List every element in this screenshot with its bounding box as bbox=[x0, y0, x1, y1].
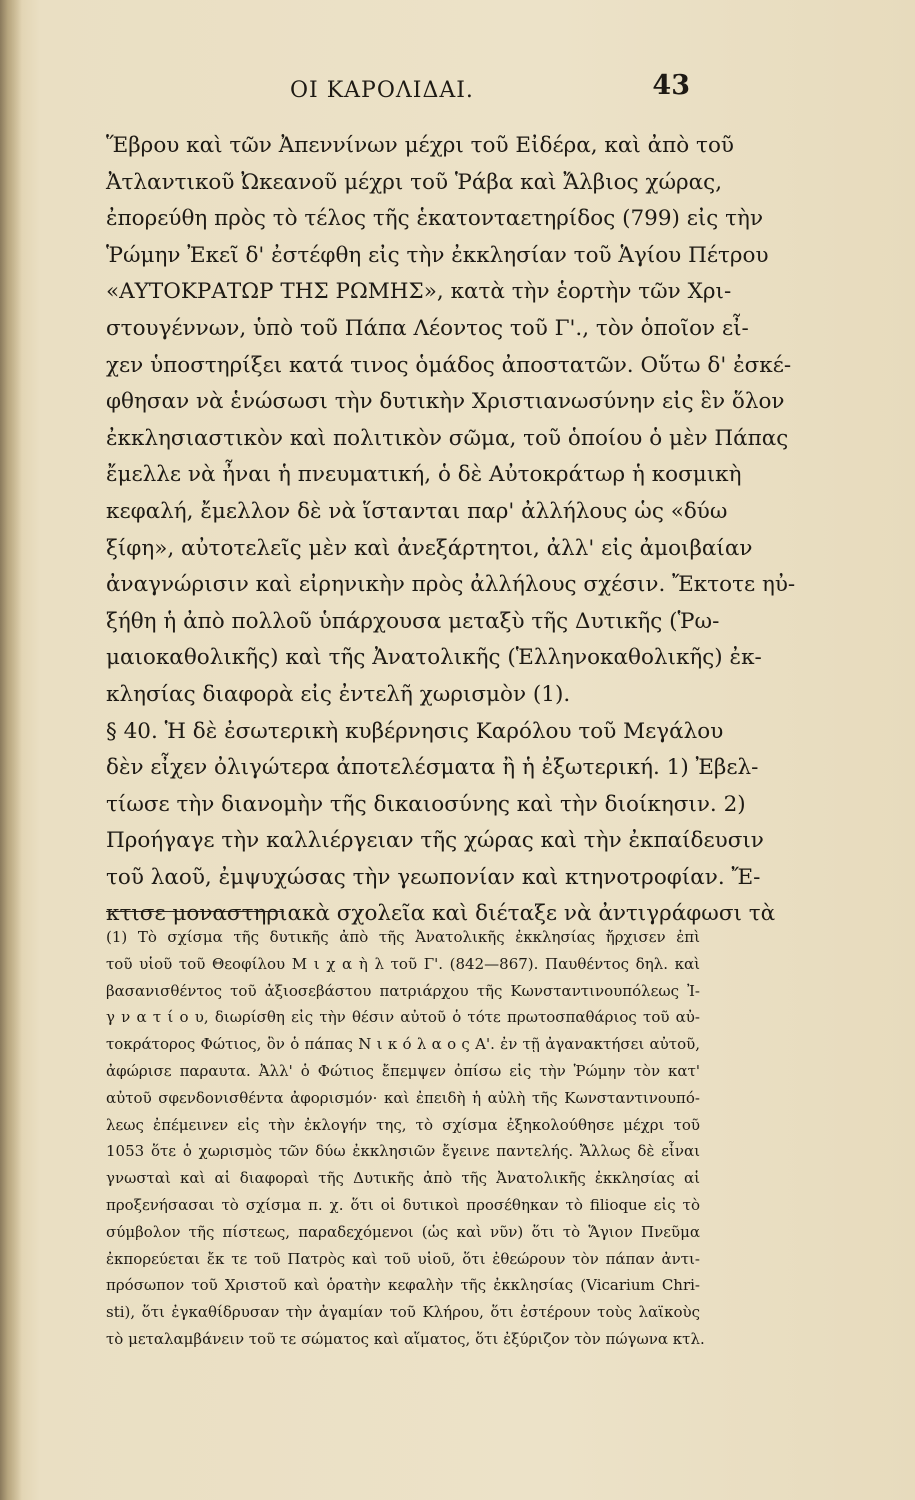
body-text bbox=[106, 128, 796, 933]
text-line: Ῥώμην Ἐκεῖ δ' ἐστέφθη εἰς τὴν ἐκκλησίαν τοῦ Ἁγίου Πέτρου bbox=[106, 242, 769, 268]
text-line: Ἕβρου καὶ τῶν Ἀπεννίνων μέχρι τοῦ Εἰδέρα, καὶ ἀπὸ τοῦ bbox=[106, 133, 734, 158]
text-line: τίωσε τὴν διανομὴν τῆς δικαιοσύνης καὶ τὴν διοίκησιν. 2) bbox=[106, 791, 746, 817]
running-title: ΟΙ ΚΑΡΟΛΙΔΑΙ. bbox=[290, 78, 474, 103]
text-line: ξίφη», αὐτοτελεῖς μὲν καὶ ἀνεξάρτητοι, ἀλλ' εἰς ἀμοιβαίαν bbox=[106, 535, 753, 561]
footnote-line: βασανισθέντος τοῦ ἀξιοσεβάστου πατριάρχου τῆς Κωνσταντινουπόλεως Ἰ- bbox=[106, 981, 700, 1000]
footnote-line: πρόσωπον τοῦ Χριστοῦ καὶ ὁρατὴν κεφαλὴν τῆς ἐκκλησίας (Vicarium Chri- bbox=[106, 1276, 700, 1295]
footnote-line: ἀφώρισε παραυτα. Ἀλλ' ὁ Φώτιος ἔπεμψεν ὀπίσω εἰς τὴν Ῥώμην τὸν κατ' bbox=[106, 1061, 700, 1080]
text-line: ἐπορεύθη πρὸς τὸ τέλος τῆς ἑκατονταετηρίδος (799) εἰς τὴν bbox=[106, 206, 764, 232]
text-line: τοῦ λαοῦ, ἐμψυχώσας τὴν γεωπονίαν καὶ κτηνοτροφίαν. Ἔ- bbox=[106, 864, 761, 890]
footnote-line: 1053 ὅτε ὁ χωρισμὸς τῶν δύω ἐκκλησιῶν ἔγεινε παντελής. Ἄλλως δὲ εἶναι bbox=[106, 1142, 700, 1161]
footnote-line: προξενήσασαι τὸ σχίσμα π. χ. ὅτι οἱ δυτικοὶ προσέθηκαν τὸ filioque εἰς τὸ bbox=[106, 1195, 700, 1214]
text-line: κεφαλή, ἔμελλον δὲ νὰ ἵστανται παρ' ἀλλήλους ὡς «δύω bbox=[106, 498, 728, 524]
footnote-line: αὐτοῦ σφενδονισθέντα ἀφορισμόν· καὶ ἐπειδὴ ἡ αὐλὴ τῆς Κωνσταντινουπό- bbox=[106, 1088, 700, 1107]
text-line: ξήθη ἡ ἀπὸ πολλοῦ ὑπάρχουσα μεταξὺ τῆς Δυτικῆς (Ῥω- bbox=[106, 608, 720, 634]
text-line: μαιοκαθολικῆς) καὶ τῆς Ἀνατολικῆς (Ἑλληνοκαθολικῆς) ἐκ- bbox=[106, 645, 762, 671]
text-line: § 40. Ἡ δὲ ἐσωτερικὴ κυβέρνησις Καρόλου τοῦ Μεγάλου bbox=[106, 718, 724, 744]
footnote-line: ἐκπορεύεται ἔκ τε τοῦ Πατρὸς καὶ τοῦ υἱοῦ, ὅτι ἐθεώρουν τὸν πάπαν ἀντι- bbox=[106, 1249, 700, 1268]
text-line: «ΑΥΤΟΚΡΑΤΩΡ ΤΗΣ ΡΩΜΗΣ», κατὰ τὴν ἑορτὴν τῶν Χρι- bbox=[106, 279, 732, 305]
page-number: 43 bbox=[652, 70, 690, 101]
footnote-line: γνωσταὶ καὶ αἱ διαφοραὶ τῆς Δυτικῆς ἀπὸ τῆς Ἀνατολικῆς ἐκκλησίας αἱ bbox=[106, 1169, 700, 1188]
footnote-line: sti), ὅτι ἐγκαθίδρυσαν τὴν ἀγαμίαν τοῦ Κλήρου, ὅτι ἐστέρουν τοὺς λαϊκοὺς bbox=[106, 1303, 700, 1322]
text-line: δὲν εἶχεν ὀλιγώτερα ἀποτελέσματα ἢ ἡ ἐξωτερική. 1) Ἐβελ- bbox=[106, 755, 759, 781]
text-line: ἀναγνώρισιν καὶ εἰρηνικὴν πρὸς ἀλλήλους σχέσιν. Ἔκτοτε ηὐ- bbox=[106, 572, 796, 598]
text-line: χεν ὑποστηρίξει κατά τινος ὁμάδος ἀποστατῶν. Οὕτω δ' ἐσκέ- bbox=[106, 352, 792, 378]
footnote-line: τὸ μεταλαμβάνειν τοῦ τε σώματος καὶ αἵματος, ὅτι ἐξύριζον τὸν πώγωνα κτλ. bbox=[106, 1329, 705, 1348]
text-line: Προήγαγε τὴν καλλιέργειαν τῆς χώρας καὶ τὴν ἐκπαίδευσιν bbox=[106, 828, 764, 854]
footnote-line: τοκράτορος Φώτιος, ὃν ὁ πάπας Ν ι κ ό λ α ο ς Α'. ἐν τῇ ἀγανακτήσει αὐτοῦ, bbox=[106, 1035, 700, 1054]
footnotes bbox=[106, 924, 705, 1353]
text-line: ἐκκλησιαστικὸν καὶ πολιτικὸν σῶμα, τοῦ ὁποίου ὁ μὲν Πάπας bbox=[106, 425, 789, 451]
footnote-line: τοῦ υἱοῦ τοῦ Θεοφίλου Μ ι χ α ὴ λ τοῦ Γ'. (842—867). Παυθέντος δηλ. καὶ bbox=[106, 954, 700, 973]
text-line: στουγέννων, ὑπὸ τοῦ Πάπα Λέοντος τοῦ Γ'., τὸν ὁποῖον εἶ- bbox=[106, 315, 749, 341]
text-line: κλησίας διαφορὰ εἰς ἐντελῆ χωρισμὸν (1). bbox=[106, 681, 571, 707]
footnote-line: γ ν α τ ί ο υ, διωρίσθη εἰς τὴν θέσιν αὐτοῦ ὁ τότε πρωτοσπαθάριος τοῦ αὐ- bbox=[106, 1008, 700, 1027]
footnote-line: λεως ἐπέμεινεν εἰς τὴν ἐκλογήν της, τὸ σχίσμα ἐξηκολούθησε μέχρι τοῦ bbox=[106, 1115, 700, 1134]
running-head bbox=[110, 70, 690, 110]
footnote-line: (1) Τὸ σχίσμα τῆς δυτικῆς ἀπὸ τῆς Ἀνατολικῆς ἐκκλησίας ἤρχισεν ἐπὶ bbox=[106, 928, 700, 946]
text-line: φθησαν νὰ ἑνώσωσι τὴν δυτικὴν Χριστιανωσύνην εἰς ἓν ὅλον bbox=[106, 389, 785, 415]
text-line: ἔμελλε νὰ ἦναι ἡ πνευματική, ὁ δὲ Αὐτοκράτωρ ἡ κοσμικὴ bbox=[106, 462, 742, 488]
footnote-line: σύμβολον τῆς πίστεως, παραδεχόμενοι (ὡς καὶ νῦν) ὅτι τὸ Ἅγιον Πνεῦμα bbox=[106, 1222, 700, 1241]
footnote-rule bbox=[106, 911, 284, 912]
text-line: κτισε μοναστηριακὰ σχολεῖα καὶ διέταξε νὰ ἀντιγράφωσι τὰ bbox=[106, 901, 776, 927]
text-line: Ἀτλαντικοῦ Ὠκεανοῦ μέχρι τοῦ Ῥάβα καὶ Ἄλβιος χώρας, bbox=[106, 169, 723, 195]
